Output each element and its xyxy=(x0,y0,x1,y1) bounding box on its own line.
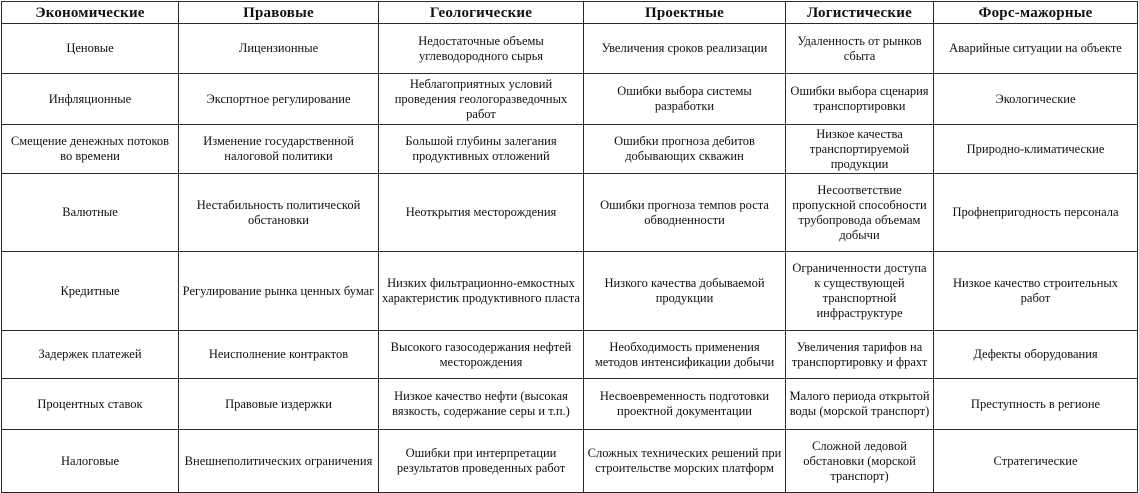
table-row xyxy=(2,379,1138,430)
table-cell: Низкое качество строительных работ xyxy=(934,252,1138,331)
table-cell: Внешнеполитических ограничения xyxy=(179,430,379,493)
table-cell: Малого периода открытой воды (морской транспорт) xyxy=(786,379,934,430)
table-cell: Удаленность от рынков сбыта xyxy=(786,24,934,74)
table-cell: Низкое качество нефти (высокая вязкость, содержание серы и т.п.) xyxy=(379,379,584,430)
table-cell: Валютные xyxy=(2,174,179,252)
table-row xyxy=(2,125,1138,174)
table-cell: Ошибки прогноза дебитов добывающих скважин xyxy=(584,125,786,174)
table-cell: Дефекты оборудования xyxy=(934,331,1138,379)
table-row xyxy=(2,174,1138,252)
table-row xyxy=(2,24,1138,74)
table-cell: Несвоевременность подготовки проектной документации xyxy=(584,379,786,430)
table-cell: Необходимость применения методов интенсификации добычи xyxy=(584,331,786,379)
table-cell: Смещение денежных потоков во времени xyxy=(2,125,179,174)
table-cell: Экспортное регулирование xyxy=(179,74,379,125)
table-cell: Низких фильтрационно-емкостных характеристик продуктивного пласта xyxy=(379,252,584,331)
header-row xyxy=(2,2,1138,24)
table-row xyxy=(2,252,1138,331)
table-cell: Налоговые xyxy=(2,430,179,493)
table-cell: Неоткрытия месторождения xyxy=(379,174,584,252)
header-legal: Правовые xyxy=(179,2,379,24)
table-cell: Увеличения сроков реализации xyxy=(584,24,786,74)
header-force-majeure: Форс-мажорные xyxy=(934,2,1138,24)
table-row xyxy=(2,430,1138,493)
table-cell: Ошибки при интерпретации результатов проведенных работ xyxy=(379,430,584,493)
table-cell: Низкое качества транспортируемой продукции xyxy=(786,125,934,174)
table-cell: Ценовые xyxy=(2,24,179,74)
header-geological: Геологические xyxy=(379,2,584,24)
table-cell: Ограниченности доступа к существующей транспортной инфраструктуре xyxy=(786,252,934,331)
table-cell: Задержек платежей xyxy=(2,331,179,379)
table-cell: Инфляционные xyxy=(2,74,179,125)
table-cell: Сложных технических решений при строительстве морских платформ xyxy=(584,430,786,493)
table-cell: Стратегические xyxy=(934,430,1138,493)
table-cell: Сложной ледовой обстановки (морской транспорт) xyxy=(786,430,934,493)
risk-classification-table xyxy=(1,1,1138,493)
table-row xyxy=(2,331,1138,379)
table-cell: Несоответствие пропускной способности трубопровода объемам добычи xyxy=(786,174,934,252)
table-cell: Неисполнение контрактов xyxy=(179,331,379,379)
table-cell: Ошибки прогноза темпов роста обводненности xyxy=(584,174,786,252)
header-logistics: Логистические xyxy=(786,2,934,24)
table-cell: Экологические xyxy=(934,74,1138,125)
table-cell: Правовые издержки xyxy=(179,379,379,430)
table-cell: Кредитные xyxy=(2,252,179,331)
table-cell: Лицензионные xyxy=(179,24,379,74)
table-cell: Высокого газосодержания нефтей месторождения xyxy=(379,331,584,379)
table-cell: Низкого качества добываемой продукции xyxy=(584,252,786,331)
table-cell: Профнепригодность персонала xyxy=(934,174,1138,252)
table-cell: Природно-климатические xyxy=(934,125,1138,174)
table-cell: Преступность в регионе xyxy=(934,379,1138,430)
header-design: Проектные xyxy=(584,2,786,24)
table-cell: Нестабильность политической обстановки xyxy=(179,174,379,252)
table-cell: Увеличения тарифов на транспортировку и фрахт xyxy=(786,331,934,379)
table-cell: Неблагоприятных условий проведения геологоразведочных работ xyxy=(379,74,584,125)
table-cell: Ошибки выбора системы разработки xyxy=(584,74,786,125)
table-row xyxy=(2,74,1138,125)
table-cell: Аварийные ситуации на объекте xyxy=(934,24,1138,74)
table-cell: Большой глубины залегания продуктивных отложений xyxy=(379,125,584,174)
table-cell: Ошибки выбора сценария транспортировки xyxy=(786,74,934,125)
table-cell: Процентных ставок xyxy=(2,379,179,430)
header-economic: Экономические xyxy=(2,2,179,24)
table-cell: Изменение государственной налоговой политики xyxy=(179,125,379,174)
table-cell: Недостаточные объемы углеводородного сырья xyxy=(379,24,584,74)
table-cell: Регулирование рынка ценных бумаг xyxy=(179,252,379,331)
